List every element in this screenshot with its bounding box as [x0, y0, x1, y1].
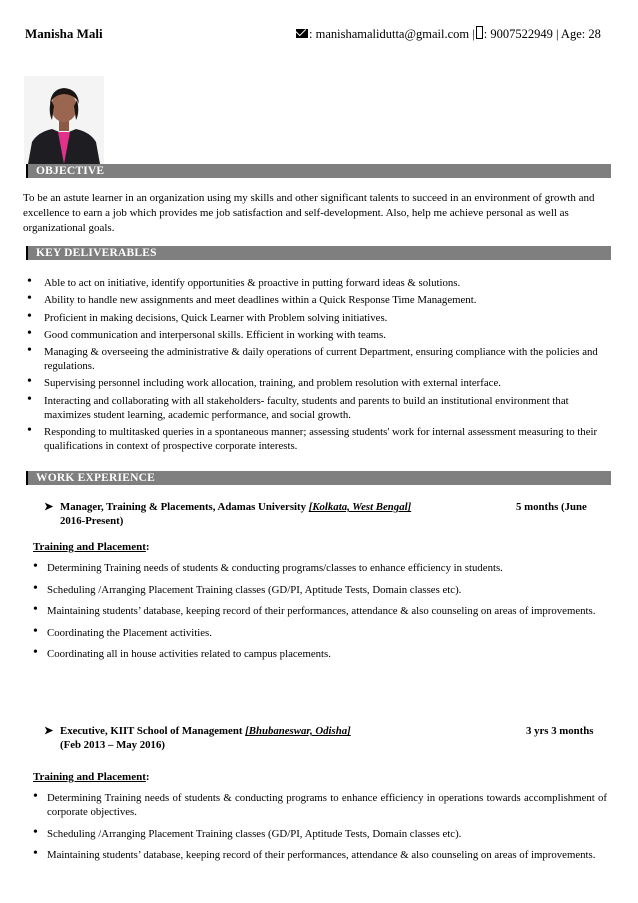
list-item: • Coordinating the Placement activities. — [33, 626, 607, 640]
contact-line — [296, 26, 601, 42]
list-item: • Determining Training needs of students & conducting programs to enhance efficiency in operations towards accomplishment of corporate objectives. — [33, 791, 607, 819]
phone-prefix: : — [483, 27, 491, 41]
list-item: • Interacting and collaborating with all stakeholders- faculty, students and parents to build an institutional environment that maximizes student learning, academic performance, and social growth. — [23, 394, 613, 422]
job-1-duties — [33, 561, 607, 669]
list-item: • Scheduling /Arranging Placement Training classes (GD/PI, Aptitude Tests, Domain classes etc). — [33, 583, 607, 597]
objective-text: To be an astute learner in an organization using my skills and other significant talents to succeed in an environment of growth and excellence to earn a job which provides me job satisfaction and self-development. Also, help me achieve personal as well as organizational goals. — [23, 192, 595, 234]
list-item: • Coordinating all in house activities related to campus placements. — [33, 647, 607, 661]
job-2-duties — [33, 791, 607, 870]
list-item: • Maintaining students’ database, keeping record of their performances, attendance & also counseling on areas of improvements. — [33, 848, 607, 862]
job-duration-2: 3 yrs 3 months — [526, 725, 594, 737]
email-address: manishamalidutta@gmail.com — [315, 27, 470, 41]
deliverables-list — [23, 276, 613, 456]
list-item: • Determining Training needs of students & conducting programs/classes to enhance efficiency in students. — [33, 561, 607, 575]
list-item: • Supervising personnel including work allocation, training, and problem resolution with external interface. — [23, 376, 613, 390]
job-duration-cont-2: (Feb 2013 – May 2016) — [60, 739, 165, 751]
subheading-1 — [33, 541, 150, 553]
list-item: • Scheduling /Arranging Placement Training classes (GD/PI, Aptitude Tests, Domain classes etc). — [33, 827, 607, 841]
list-item: • Managing & overseeing the administrative & daily operations of current Department, ensuring compliance with the policies and regulations. — [23, 345, 613, 373]
phone-number: 9007522949 — [490, 27, 553, 41]
list-item: • Maintaining students’ database, keeping record of their performances, attendance & also counseling on areas of improvements. — [33, 604, 607, 618]
job-duration-1: 5 months (June — [516, 501, 587, 513]
list-item: • Proficient in making decisions, Quick Learner with Problem solving initiatives. — [23, 311, 613, 325]
arrow-bullet-icon: ➤ — [44, 725, 54, 737]
arrow-bullet-icon: ➤ — [44, 501, 54, 513]
work-experience-heading: WORK EXPERIENCE — [26, 471, 611, 485]
list-item: • Able to act on initiative, identify opportunities & proactive in putting forward ideas & solutions. — [23, 276, 613, 290]
job-title-1 — [44, 500, 484, 515]
subheading-label: Training and Placement — [33, 771, 146, 783]
list-item: • Good communication and interpersonal skills. Efficient in working with teams. — [23, 328, 613, 342]
job-title-2 — [44, 724, 504, 739]
subheading-label: Training and Placement — [33, 541, 146, 553]
email-prefix: : — [309, 27, 316, 41]
key-deliverables-heading: KEY DELIVERABLES — [26, 246, 611, 260]
job-role: Executive, KIIT School of Management — [60, 725, 246, 737]
subheading-colon: : — [145, 771, 150, 783]
contact-separator: | — [469, 27, 475, 41]
envelope-icon — [296, 29, 308, 38]
objective-heading: OBJECTIVE — [26, 164, 611, 178]
job-duration-cont-1: 2016-Present) — [60, 515, 124, 527]
list-item: • Ability to handle new assignments and meet deadlines within a Quick Response Time Management. — [23, 293, 613, 307]
age-text: | Age: 28 — [552, 27, 601, 41]
profile-photo — [24, 76, 104, 164]
job-location: [Kolkata, West Bengal] — [308, 501, 412, 513]
candidate-name: Manisha Mali — [25, 26, 103, 41]
job-role: Manager, Training & Placements, Adamas University — [60, 501, 309, 513]
list-item: • Responding to multitasked queries in a spontaneous manner; assessing students' work for internal assessment measuring to their qualifications in context of prospective corporate interests. — [23, 425, 613, 453]
subheading-2 — [33, 771, 150, 783]
job-location: [Bhubaneswar, Odisha] — [245, 725, 351, 737]
subheading-colon: : — [145, 541, 150, 553]
phone-icon — [476, 26, 483, 39]
